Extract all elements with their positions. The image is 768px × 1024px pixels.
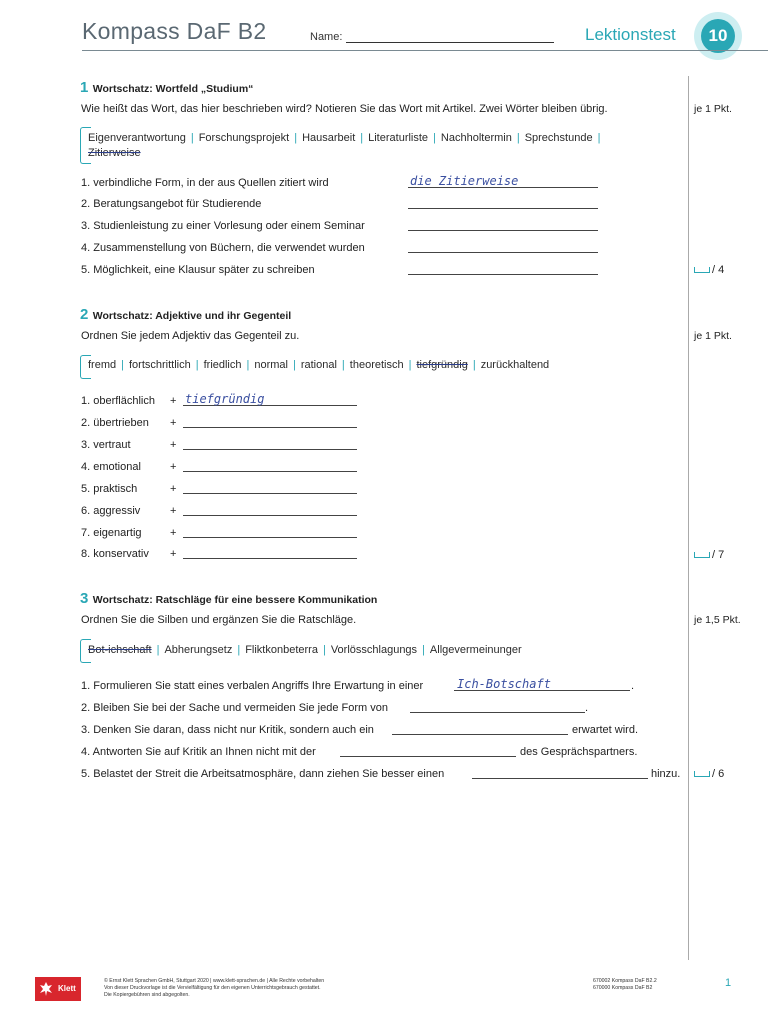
section-title: Wortschatz: Wortfeld „Studium“ bbox=[92, 83, 254, 95]
header-divider bbox=[82, 50, 768, 51]
word-bank-item: Literaturliste bbox=[368, 132, 429, 144]
section-2-heading bbox=[80, 306, 291, 324]
plus-sign: + bbox=[170, 395, 177, 407]
answer-line[interactable] bbox=[410, 712, 585, 713]
word-bank-item: Nachholtermin bbox=[440, 132, 512, 144]
plus-sign: + bbox=[170, 505, 177, 517]
lesson-number-badge: 10 bbox=[701, 19, 735, 53]
section-2-instruction: Ordnen Sie jedem Adjektiv das Gegenteil zu. bbox=[81, 330, 300, 342]
answer-line[interactable] bbox=[408, 230, 598, 231]
section-1-score bbox=[694, 264, 724, 276]
answer-line[interactable] bbox=[392, 734, 568, 735]
plus-sign: + bbox=[170, 527, 177, 539]
advice-item-end: . bbox=[585, 702, 589, 714]
copyright-line: © Ernst Klett Sprachen GmbH, Stuttgart 2020 | www.klett-sprachen.de | Alle Rechte vorbehalten bbox=[104, 978, 325, 984]
advice-item-text: 3. Denken Sie daran, dass nicht nur Kritik, sondern auch ein bbox=[81, 724, 374, 736]
advice-item-text: 1. Formulieren Sie statt eines verbalen Angriffs Ihre Erwartung in einer bbox=[81, 680, 424, 692]
word-bank-item: Allgevermeinunger bbox=[429, 644, 522, 656]
question-item: 3. Studienleistung zu einer Vorlesung oder einem Seminar bbox=[81, 220, 365, 232]
question-item: 1. verbindliche Form, in der aus Quellen zitiert wird bbox=[81, 177, 329, 189]
answer-line[interactable] bbox=[408, 208, 598, 209]
word-bank-item: Fliktkonbeterra bbox=[245, 644, 318, 656]
answer-line[interactable] bbox=[183, 493, 357, 494]
answer-line[interactable] bbox=[183, 471, 357, 472]
test-label: Lektionstest bbox=[585, 25, 676, 44]
copyright-line: Die Kopiergebühren sind abgegolten. bbox=[104, 992, 190, 998]
answer-line[interactable] bbox=[183, 427, 357, 428]
adjective-item: 1. oberflächlich bbox=[81, 395, 155, 407]
plus-sign: + bbox=[170, 417, 177, 429]
question-item: 2. Beratungsangebot für Studierende bbox=[81, 198, 262, 210]
word-bank-item: friedlich bbox=[203, 359, 242, 371]
word-bank-item: Vorlösschlagungs bbox=[330, 644, 418, 656]
word-bank-item: theoretisch bbox=[349, 359, 404, 371]
adjective-item: 4. emotional bbox=[81, 461, 141, 473]
answer-line[interactable] bbox=[408, 252, 598, 253]
plus-sign: + bbox=[170, 461, 177, 473]
section-2-word-bank: fremd | fortschrittlich | friedlich | normal | rational | theoretisch | tiefgründig | zurückhaltend bbox=[88, 359, 550, 371]
word-bank-item: rational bbox=[300, 359, 337, 371]
plus-sign: + bbox=[170, 483, 177, 495]
section-1-word-bank: Eigenverantwortung | Forschungsprojekt | Hausarbeit | Literaturliste | Nachholtermin | Sprechstunde | Zitierweise bbox=[88, 132, 601, 159]
section-3-heading bbox=[80, 590, 377, 608]
name-label: Name: bbox=[310, 31, 343, 43]
section-3-points: je 1,5 Pkt. bbox=[694, 614, 741, 626]
word-bank-item: normal bbox=[254, 359, 288, 371]
section-number: 3 bbox=[80, 590, 89, 607]
answer-line[interactable] bbox=[472, 778, 648, 779]
klett-flower-icon bbox=[38, 980, 54, 998]
word-bank-item: Forschungsprojekt bbox=[198, 132, 290, 144]
score-entry-box[interactable] bbox=[694, 552, 710, 558]
question-item: 4. Zusammenstellung von Büchern, die verwendet wurden bbox=[81, 242, 365, 254]
word-bank-item: Hausarbeit bbox=[302, 132, 356, 144]
answer-line[interactable] bbox=[183, 515, 357, 516]
adjective-item: 7. eigenartig bbox=[81, 527, 142, 539]
word-bank-item: fortschrittlich bbox=[128, 359, 191, 371]
section-3-score bbox=[694, 768, 724, 780]
advice-item-text: 4. Antworten Sie auf Kritik an Ihnen nicht mit der bbox=[81, 746, 316, 758]
section-1-instruction: Wie heißt das Wort, das hier beschrieben wird? Notieren Sie das Wort mit Artikel. Zwei Wörter bleiben übrig. bbox=[81, 103, 608, 115]
score-max: / 6 bbox=[712, 768, 725, 780]
section-number: 2 bbox=[80, 306, 89, 323]
adjective-item: 6. aggressiv bbox=[81, 505, 141, 517]
word-bank-item-used: Bot-ichschaft bbox=[88, 644, 152, 656]
score-entry-box[interactable] bbox=[694, 267, 710, 273]
advice-item-text: 5. Belastet der Streit die Arbeitsatmosphäre, dann ziehen Sie besser einen bbox=[81, 768, 445, 780]
handwritten-answer: die Zitierweise bbox=[410, 174, 519, 188]
advice-item-end: hinzu. bbox=[651, 768, 681, 780]
section-1-points: je 1 Pkt. bbox=[694, 103, 732, 115]
answer-line[interactable] bbox=[183, 449, 357, 450]
section-2-score bbox=[694, 549, 724, 561]
word-bank-item: fremd bbox=[88, 359, 117, 371]
word-bank-item-used: tiefgründig bbox=[416, 359, 468, 371]
advice-item-end: erwartet wird. bbox=[572, 724, 639, 736]
answer-line[interactable] bbox=[340, 756, 516, 757]
score-max: / 7 bbox=[712, 549, 725, 561]
product-codes bbox=[593, 978, 657, 992]
copyright-notice bbox=[104, 978, 324, 999]
score-max: / 4 bbox=[712, 264, 725, 276]
section-3-instruction: Ordnen Sie die Silben und ergänzen Sie die Ratschläge. bbox=[81, 614, 357, 626]
points-column-divider bbox=[688, 76, 689, 960]
adjective-item: 8. konservativ bbox=[81, 548, 149, 560]
answer-line[interactable] bbox=[183, 558, 357, 559]
answer-line[interactable] bbox=[408, 274, 598, 275]
handwritten-answer: Ich-Botschaft bbox=[457, 677, 551, 691]
section-number: 1 bbox=[80, 79, 89, 96]
section-title: Wortschatz: Adjektive und ihr Gegenteil bbox=[92, 310, 292, 322]
plus-sign: + bbox=[170, 439, 177, 451]
section-1-heading bbox=[80, 79, 253, 97]
copyright-line: Von dieser Druckvorlage ist die Vervielfältigung für den eigenen Unterrichtsgebrauch gestattet. bbox=[104, 985, 321, 991]
score-entry-box[interactable] bbox=[694, 771, 710, 777]
section-2-points: je 1 Pkt. bbox=[694, 330, 732, 342]
question-item: 5. Möglichkeit, eine Klausur später zu schreiben bbox=[81, 264, 315, 276]
answer-line[interactable] bbox=[183, 537, 357, 538]
product-code: 670000 Kompass DaF B2 bbox=[593, 985, 653, 991]
advice-item-end: . bbox=[631, 680, 635, 692]
adjective-item: 2. übertrieben bbox=[81, 417, 149, 429]
name-field-line[interactable] bbox=[346, 42, 554, 43]
word-bank-item: Eigenverantwortung bbox=[88, 132, 186, 144]
word-bank-item: Abherungsetz bbox=[164, 644, 233, 656]
page-title: Kompass DaF B2 bbox=[82, 18, 267, 44]
klett-logo-text: Klett bbox=[58, 984, 76, 993]
advice-item-end: des Gesprächspartners. bbox=[520, 746, 638, 758]
product-code: 670002 Kompass DaF B2.2 bbox=[593, 978, 657, 984]
word-bank-item-used: Zitierweise bbox=[88, 147, 141, 159]
section-title: Wortschatz: Ratschläge für eine bessere Kommunikation bbox=[92, 594, 378, 606]
adjective-item: 5. praktisch bbox=[81, 483, 138, 495]
section-3-word-bank: Bot-ichschaft | Abherungsetz | Fliktkonbeterra | Vorlösschlagungs | Allgevermeinunger bbox=[88, 644, 522, 656]
adjective-item: 3. vertraut bbox=[81, 439, 131, 451]
handwritten-answer: tiefgründig bbox=[185, 392, 265, 406]
page-number: 1 bbox=[725, 977, 732, 989]
word-bank-item: zurückhaltend bbox=[480, 359, 550, 371]
word-bank-item: Sprechstunde bbox=[524, 132, 593, 144]
advice-item-text: 2. Bleiben Sie bei der Sache und vermeiden Sie jede Form von bbox=[81, 702, 388, 714]
plus-sign: + bbox=[170, 548, 177, 560]
